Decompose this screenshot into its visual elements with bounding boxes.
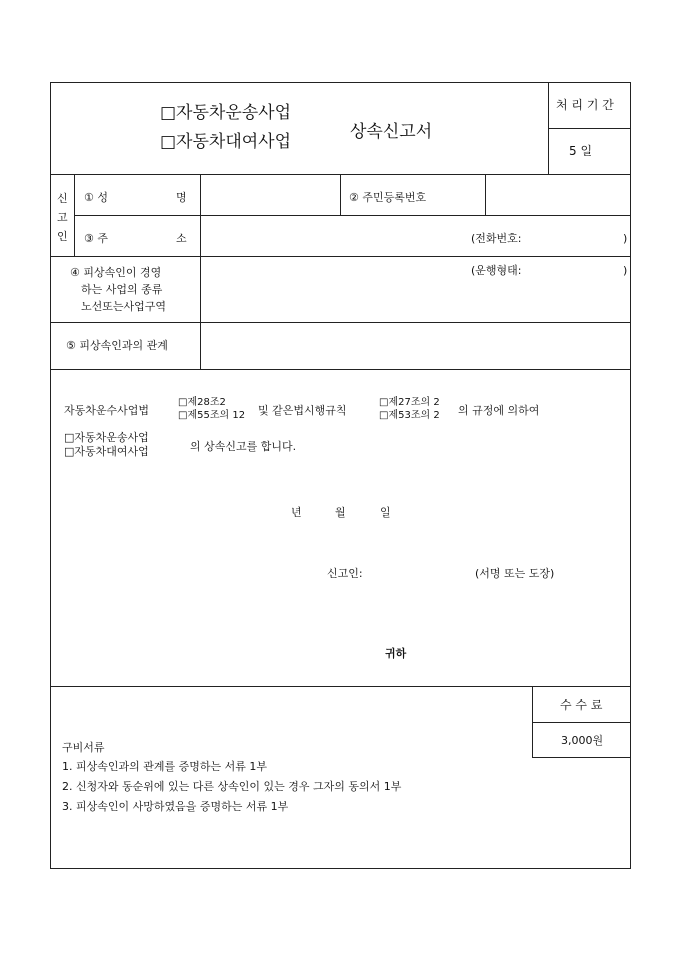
signer-label: 신고인: [327,567,363,580]
reporter-group-label-3: 인 [57,230,68,243]
option-checkbox-rental[interactable]: □자동차대여사업 [64,445,149,458]
signature-hint: (서명 또는 도장) [475,567,555,580]
and-rule-text: 및 같은법시행규칙 [258,404,347,417]
name-label: ① 성 [84,191,108,204]
phone-close: ) [623,232,628,245]
name-label-end: 명 [176,191,187,204]
date-year: 년 [291,506,302,519]
reporter-group-label-2: 고 [57,211,68,224]
operation-type-label: (운행형태: [471,264,522,277]
per-rule-text: 의 규정에 의하여 [458,404,540,417]
form-title: 상속신고서 [350,122,433,142]
required-doc-3: 3. 피상속인이 사망하였음을 증명하는 서류 1부 [62,800,289,813]
addressee: 귀하 [385,647,407,660]
resident-number-field[interactable] [490,191,625,205]
article-checkbox-2[interactable]: □제55조의 12 [178,410,246,421]
business-type-checkbox-1[interactable]: □자동차운송사업 [160,103,292,123]
business-label-line-3: 노선또는사업구역 [81,300,167,313]
rule-checkbox-2[interactable]: □제53조의 2 [379,410,440,421]
relation-label: ⑤ 피상속인과의 관계 [66,339,168,352]
required-doc-1: 1. 피상속인과의 관계를 증명하는 서류 1부 [62,760,267,773]
operation-type-close: ) [623,264,628,277]
reporter-group-label-1: 신 [57,192,68,205]
resident-number-label: ② 주민등록번호 [349,191,427,204]
processing-period-value: 5 일 [569,144,593,158]
business-label-line-2: 하는 사업의 종류 [81,283,163,296]
business-field[interactable] [206,262,626,318]
relation-field[interactable] [206,333,626,357]
business-type-checkbox-2[interactable]: □자동차대여사업 [160,132,292,152]
required-docs-title: 구비서류 [62,741,105,754]
fee-label: 수 수 료 [560,698,603,712]
declaration-text: 의 상속신고를 합니다. [190,440,297,453]
phone-label: (전화번호: [471,232,522,245]
business-label-line-1: ④ 피상속인이 경영 [70,266,162,279]
address-label: ③ 주 [84,232,108,245]
address-field[interactable] [206,221,626,251]
name-field[interactable] [206,191,336,205]
rule-checkbox-1[interactable]: □제27조의 2 [379,397,440,408]
law-name: 자동차운수사업법 [64,404,150,417]
option-checkbox-transport[interactable]: □자동차운송사업 [64,431,149,444]
fee-value: 3,000원 [561,734,604,747]
date-day: 일 [380,506,391,519]
address-label-end: 소 [176,232,187,245]
required-doc-2: 2. 신청자와 동순위에 있는 다른 상속인이 있는 경우 그자의 동의서 1부 [62,780,402,793]
processing-period-label: 처 리 기 간 [556,98,614,112]
article-checkbox-1[interactable]: □제28조2 [178,397,226,408]
date-month: 월 [335,506,346,519]
